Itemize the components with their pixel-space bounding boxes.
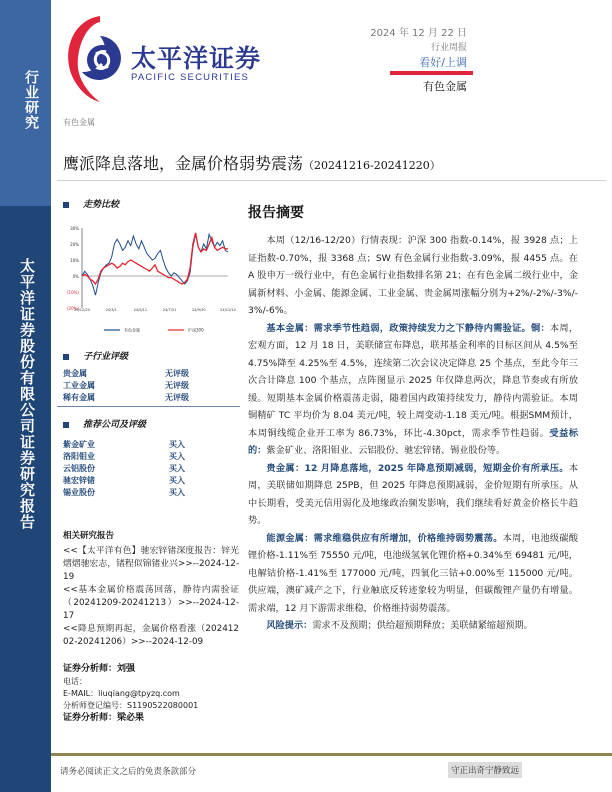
para-text: 本周，美联储如期降息 25PB，但 2025 年降息预期减弱，金价短期有所承压。从中长期看，受美元信用弱化及地缘政治频发影响，我们继续看好黄金价格长牛趋势。 <box>248 462 578 526</box>
table-row <box>63 475 233 487</box>
sub-industry-name: 贵金属 <box>63 369 87 378</box>
legend-label: 有色金属 <box>124 327 140 333</box>
analyst-1-label: 证券分析师：刘强 <box>63 664 136 674</box>
company-name: 锡业股份 <box>63 488 95 497</box>
page-title <box>63 151 441 174</box>
footer-disclaimer: 请务必阅读正文之后的免责条款部分 <box>60 767 197 777</box>
related-reports-heading: 相关研究报告 <box>63 531 115 541</box>
abstract-heading: 报告摘要 <box>248 205 304 221</box>
company-rating: 买入 <box>169 488 185 497</box>
market-paragraph: 本周（12/16-12/20）行情表现：沪深 300 指数-0.14%，报 3928 点；上证指数-0.70%，报 3368 点；SW 有色金属行业指数-3.09%，报 4455 点。在 A 股申万一级行业中，有色金属行业指数排名第 21；在有色金属二级行业中，金属新材料、小金属、能源金属、工业金属、贵金属周涨幅分别为+2%/-2%/-3%/-3%/-6%。 <box>248 235 578 316</box>
para-text: 紫金矿业、洛阳钼业、云铝股份、驰宏锌锗、锡业股份等。 <box>266 445 506 456</box>
table-row <box>63 368 233 380</box>
company-name: 紫金矿业 <box>63 440 95 449</box>
left-column-lower <box>63 530 239 725</box>
abstract-body <box>248 232 578 635</box>
analyst-phone: 电话： <box>63 677 87 686</box>
y-tick-label: (10%) <box>66 290 79 295</box>
industry-name: 有色金属 <box>423 80 467 93</box>
trend-heading-text: 走势比较 <box>83 200 120 210</box>
report-date: 2024 年 12 月 22 日 <box>370 28 467 39</box>
related-report-link[interactable]: <<降息预期再起，金属价格看涨（20241202-20241206）>>--2024-12-09 <box>63 624 239 647</box>
para-text: 需求不及预期；供给超预期释放；美联储紧缩超预期。 <box>312 620 533 631</box>
sub-rating-heading <box>63 349 128 362</box>
company-rating: 买入 <box>169 452 185 461</box>
sub-industry-rating: 无评级 <box>165 381 189 390</box>
sub-rating-heading-text: 子行业评级 <box>83 352 129 362</box>
energy-metals-paragraph <box>248 530 578 618</box>
company-rating: 买入 <box>169 464 185 473</box>
sidebar-org-label: 太平洋证券股份有限公司证券研究报告 <box>18 258 36 530</box>
y-tick-label: 20% <box>70 242 79 247</box>
table-row <box>63 380 233 392</box>
sub-rating-table <box>63 368 233 404</box>
sub-industry-rating: 无评级 <box>165 369 189 378</box>
related-reports-list <box>63 545 239 649</box>
precious-metals-paragraph <box>248 460 578 530</box>
company-logo <box>62 14 132 104</box>
recommend-heading <box>63 417 146 430</box>
recommend-heading-text: 推荐公司及评级 <box>83 420 147 430</box>
x-tick-label: 24/9/30 <box>192 308 206 312</box>
logo-mark-icon <box>62 14 132 104</box>
related-report-link[interactable]: <<基本金属价格震荡回落，静待内需验证（20241209-20241213）>>--2024-12-17 <box>63 585 239 621</box>
x-tick-label: 23/12/20 <box>74 308 90 312</box>
header-divider <box>390 71 473 75</box>
bullet-square-icon <box>63 202 69 208</box>
recommend-table <box>63 439 233 499</box>
title-main: 鹰派降息落地，金属价格弱势震荡 <box>63 154 304 173</box>
analyst-2-label: 证券分析师：梁必果 <box>63 713 145 723</box>
trend-heading <box>63 197 119 210</box>
logo-text-cn: 太平洋证券 <box>131 44 262 73</box>
company-name: 驰宏锌锗 <box>63 476 95 485</box>
footer-divider <box>51 753 612 756</box>
company-name: 云铝股份 <box>63 464 95 473</box>
para-text: 本周，宏观方面，12 月 18 日，美联储宣布降息，联邦基金利率的目标区间从 4.5%至 4.75%降至 4.25%至 4.5%，连续第二次会议决定降息 25 个基点，至此今年三次合计降息 100 个基点，点阵图显示 2025 年仅降息两次，降息节奏或有所放缓。短期基本金属价格震荡走弱，随着国内政策持续发力，静待内需验证。本周铜精矿 TC 平均价为 8.04 美元/吨，较上周变动-1.18 美元/吨。根据SMM预计，本周铜线缆企业开工率为 86.73%，环比-4.30pct，需求季节性趋弱。 <box>248 322 579 439</box>
bullet-square-icon <box>63 422 69 428</box>
y-tick-label: 0% <box>72 274 79 279</box>
breadcrumb: 有色金属 <box>63 118 95 127</box>
base-metals-paragraph <box>248 320 578 460</box>
para-heading: 贵金属：12 月降息落地，2025 年降息预期减弱，短期金价有所承压。 <box>266 462 569 474</box>
sub-industry-name: 稀有金属 <box>63 393 95 402</box>
related-report-link[interactable]: <<【太平洋有色】驰宏锌锗深度报告：锌光熠熠驰宏志，锗程似锦锗业兴>>--2024-12-19 <box>63 546 239 582</box>
x-tick-label: 24/5/11 <box>133 308 148 312</box>
title-period: （20241216-20241220） <box>303 159 441 172</box>
trend-chart <box>58 220 238 340</box>
footer-motto: 守正出奇宁静致远 <box>448 762 522 778</box>
bullet-square-icon <box>63 354 69 360</box>
y-tick-label: (20%) <box>66 306 79 311</box>
para-heading: 基本金属：需求季节性趋弱，政策持续发力之下静待内需验证。 <box>266 322 532 334</box>
para-text: 本周，电池级碳酸锂价格-1.11%至 75550 元/吨，电池级氢氧化锂价格+0.34%至 69481 元/吨，电解钴价格-1.41%至 177000 元/吨，四氧化三钴+0.00%至 115000 元/吨。供应端，澳矿减产之下，行业触底反转迹象较为明显，但碳酸锂产量仍有增量。需求端，12 月下游需求维稳，价格维持弱势震荡。 <box>248 532 579 614</box>
report-type: 行业周报 <box>430 43 467 53</box>
logo-text-en: PACIFIC SECURITIES <box>131 72 250 83</box>
company-rating: 买入 <box>169 440 185 449</box>
analyst-email[interactable]: E-MAIL：liuqiang@tpyzq.com <box>63 689 180 698</box>
table-divider <box>57 406 240 407</box>
analyst-registration: 分析师登记编号：S1190522080001 <box>63 701 199 710</box>
company-rating: 买入 <box>169 476 185 485</box>
table-row <box>63 487 233 499</box>
table-row <box>63 463 233 475</box>
table-row <box>63 439 233 451</box>
y-tick-label: 10% <box>70 258 79 263</box>
company-name: 洛阳钼业 <box>63 452 95 461</box>
para-heading: 能源金属：需求维稳供应有所增加，价格维持弱势震荡。 <box>266 532 503 544</box>
title-divider <box>57 180 606 181</box>
x-tick-label: 24/12/10 <box>220 308 236 312</box>
x-tick-label: 24/7/21 <box>162 308 177 312</box>
y-tick-label: 30% <box>70 226 79 231</box>
industry-rating: 看好/上调 <box>419 56 467 69</box>
table-row <box>63 451 233 463</box>
table-row <box>63 392 233 404</box>
copper-label: 铜： <box>531 322 550 334</box>
legend-label: 沪深300 <box>188 327 204 333</box>
beneficiary-label: 受益标的： <box>248 427 579 456</box>
sub-industry-rating: 无评级 <box>165 393 189 402</box>
risk-paragraph <box>248 617 578 635</box>
x-tick-label: 24/3/1 <box>105 308 117 312</box>
sub-industry-name: 工业金属 <box>63 381 95 390</box>
para-heading: 风险提示： <box>266 620 313 631</box>
sidebar-section-label: 行业研究 <box>23 70 39 130</box>
